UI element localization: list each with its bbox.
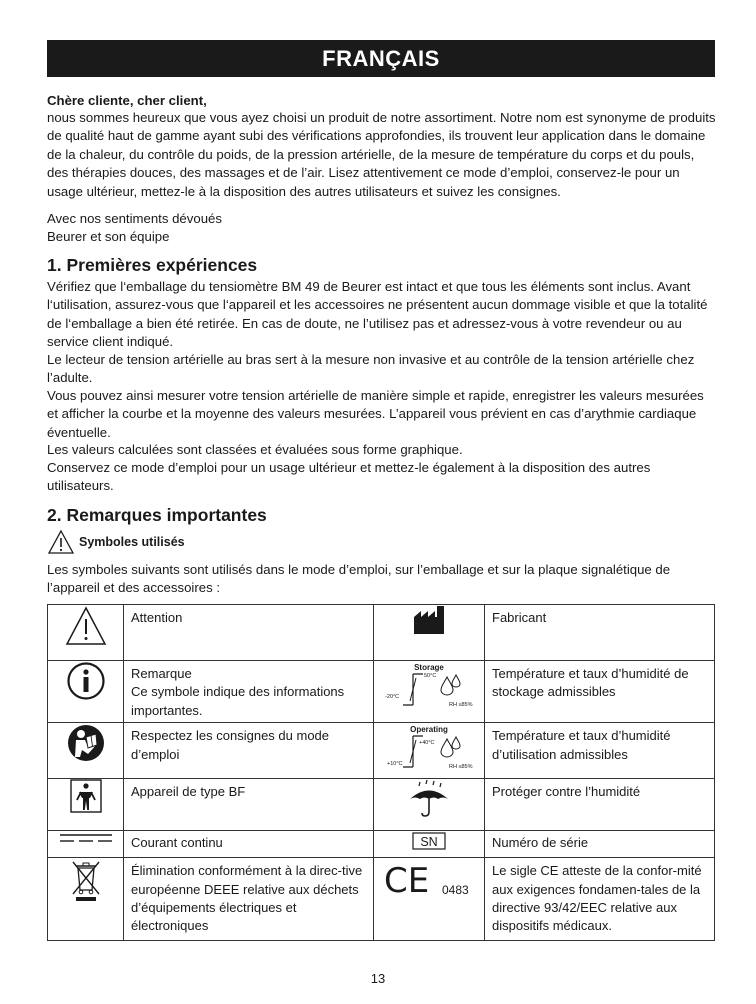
serial-number-icon	[412, 831, 446, 851]
icon-cell	[48, 858, 124, 941]
symbols-intro: Les symboles suivants sont utilisés dans le mode d’emploi, sur l’emballage et sur la plaque signalétique de l’appareil et des accessoires :	[47, 562, 671, 596]
storage-label: Storage	[414, 663, 444, 672]
table-row	[48, 605, 715, 661]
section-1-paragraph-2: Le lecteur de tension artérielle au bras sert à la mesure non invasive et au contrôle de la tension artérielle chez l’adulte.	[47, 352, 695, 386]
operating-min-temp: +10°C	[387, 761, 403, 768]
icon-cell	[48, 831, 124, 858]
icon-cell	[48, 723, 124, 779]
symbols-heading-label: Symboles utilisés	[79, 535, 185, 549]
manufacturer-factory-icon	[412, 605, 446, 635]
symbol-description: Appareil de type BF	[124, 779, 374, 831]
ce-mark-text: CE	[384, 861, 430, 902]
symbol-description: Élimination conformément à la direc-tive européenne DEEE relative aux déchets d’équipements électriques et électroniques	[124, 858, 374, 941]
intro-paragraph: nous sommes heureux que vous ayez choisi un produit de notre assortiment. Notre nom est synonyme de produits de qualité haut de gamme ayant subi des vérifications approfondies, ils trouvent leur application dans le domaine de la chaleur, du contrôle du poids, de la pression artérielle, de la mesure de température du corps et du pouls, des thérapies douces, des massages et de l’air. Lisez attentivement ce mode d’emploi, conservez-le pour un usage ultérieur, mettez-le à la disposition des autres utilisateurs et suivez les consignes.	[47, 110, 716, 199]
symbol-description: Respectez les consignes du mode d’emploi	[124, 723, 374, 779]
storage-humidity: RH ≤85%	[449, 702, 473, 708]
icon-cell	[48, 661, 124, 723]
section-1-title: 1. Premières expériences	[47, 255, 258, 275]
table-row	[48, 779, 715, 831]
table-row	[48, 723, 715, 779]
umbrella-rain-icon	[407, 779, 451, 819]
storage-temperature-humidity-icon	[379, 661, 479, 711]
closing-line-1: Avec nos sentiments dévoués	[47, 211, 222, 226]
symbol-description: Température et taux d’humidité d’utilisation admissibles	[485, 723, 715, 779]
symbol-description: Numéro de série	[485, 831, 715, 858]
ce-mark-icon	[384, 858, 474, 902]
language-banner: FRANÇAIS	[47, 40, 715, 77]
symbol-description: Le sigle CE atteste de la confor-mité aux exigences fondamen-tales de la directive 93/42/EEC relative aux dispositifs médicaux.	[485, 858, 715, 941]
warning-triangle-icon	[64, 605, 108, 647]
storage-max-temp: 50°C	[424, 673, 437, 679]
icon-cell	[374, 661, 485, 723]
section-1-paragraph-3: Vous pouvez ainsi mesurer votre tension artérielle de manière simple et rapide, enregistrer les valeurs mesurées et afficher la courbe et la moyenne des valeurs mesurées. L’appareil vous prévient en cas d’arythmie cardiaque éventuelle.	[47, 388, 704, 440]
section-1-paragraph-4: Les valeurs calculées sont classées et évaluées sous forme graphique.	[47, 442, 463, 457]
icon-cell	[48, 605, 124, 661]
warning-triangle-icon	[47, 529, 75, 555]
section-1-paragraph-1: Vérifiez que l‘emballage du tensiomètre BM 49 de Beurer est intact et que tous les éléments sont inclus. Avant l‘utilisation, assurez-vous que l‘appareil et les accessoires ne présentent aucun dommage visible et que la totalité de l‘emballage a bien été retirée. En cas de doute, ne l’utilisez pas et adressez-vous à votre revendeur ou au service client indiqué.	[47, 279, 708, 350]
symbol-description: Remarque Ce symbole indique des informations importantes.	[124, 661, 374, 723]
symbol-description: Protéger contre l’humidité	[485, 779, 715, 831]
icon-cell	[374, 858, 485, 941]
table-row	[48, 661, 715, 723]
operating-label: Operating	[410, 725, 448, 735]
icon-cell	[48, 779, 124, 831]
table-row	[48, 831, 715, 858]
direct-current-icon	[54, 831, 118, 845]
symbol-description: Attention	[124, 605, 374, 661]
weee-crossed-bin-icon	[70, 858, 102, 902]
storage-min-temp: -20°C	[385, 694, 400, 700]
page-number: 13	[370, 971, 386, 986]
operating-humidity: RH ≤85%	[449, 764, 473, 771]
type-bf-body-icon	[70, 779, 102, 813]
icon-cell	[374, 723, 485, 779]
ce-notified-body-number: 0483	[442, 883, 469, 898]
icon-cell	[374, 779, 485, 831]
operating-temperature-humidity-icon	[379, 723, 479, 773]
icon-cell	[374, 831, 485, 858]
info-icon	[66, 661, 106, 701]
symbol-description: Courant continu	[124, 831, 374, 858]
read-manual-icon	[66, 723, 106, 763]
table-row	[48, 858, 715, 941]
icon-cell	[374, 605, 485, 661]
serial-number-label: SN	[420, 835, 438, 850]
section-1-paragraph-5: Conservez ce mode d’emploi pour un usage ultérieur et mettez-le également à la disposition des autres utilisateurs.	[47, 460, 651, 494]
closing-line-2: Beurer et son équipe	[47, 229, 170, 244]
operating-max-temp: +40°C	[419, 740, 435, 747]
symbol-description: Température et taux d’humidité de stockage admissibles	[485, 661, 715, 723]
greeting: Chère cliente, cher client,	[47, 93, 207, 108]
section-2-title: 2. Remarques importantes	[47, 505, 267, 525]
symbol-description: Fabricant	[485, 605, 715, 661]
symbols-table	[47, 604, 715, 941]
